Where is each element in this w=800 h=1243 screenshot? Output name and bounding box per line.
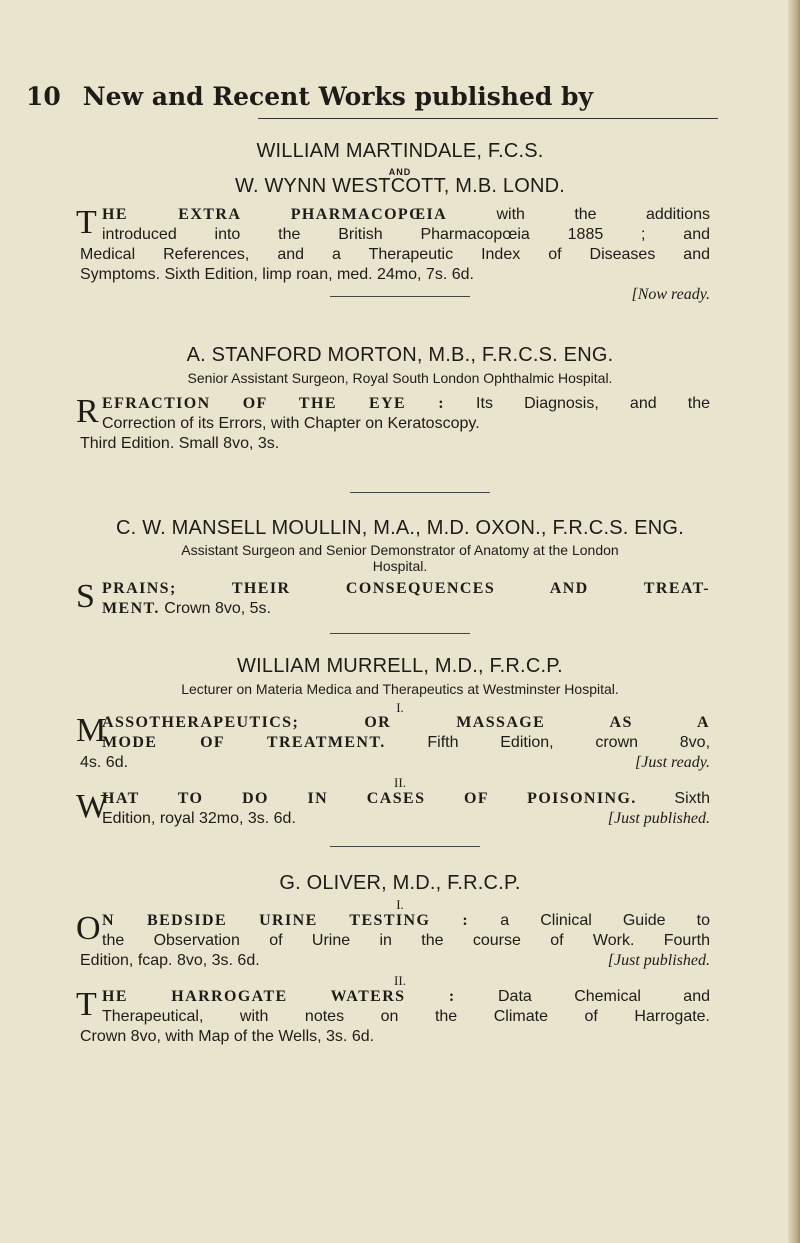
book-text: with the additions: [447, 206, 710, 223]
book-text: Correction of its Errors, with Chapter on Keratoscopy.: [102, 415, 480, 432]
drop-cap: T: [76, 986, 97, 1023]
book-text: 4s. 6d.: [80, 754, 129, 771]
book-title: MENT.: [102, 600, 160, 617]
book-entry: [76, 204, 710, 305]
book-text: Edition, royal 32mo, 3s. 6d.: [102, 810, 296, 827]
author-conjunction: AND: [388, 167, 412, 177]
book-text: Medical References, and a Therapeutic Index of Diseases and: [80, 246, 710, 263]
author-affiliation: Lecturer on Materia Medica and Therapeutics at Westminster Hospital.: [181, 681, 619, 697]
author-name: G. OLIVER, M.D., F.R.C.P.: [279, 872, 521, 894]
author-name: A. STANFORD MORTON, M.B., F.R.C.S. ENG.: [186, 344, 614, 366]
book-title: N BEDSIDE URINE TESTING :: [102, 912, 470, 929]
availability-status: [Just published.: [607, 952, 710, 969]
book-entry: [76, 393, 710, 454]
page-edge: [788, 0, 800, 1243]
book-title: PRAINS; THEIR CONSEQUENCES AND TREAT-: [102, 580, 710, 597]
drop-cap: T: [76, 204, 97, 241]
book-text: Fifth Edition, crown 8vo,: [385, 734, 711, 751]
book-text: Sixth: [636, 790, 711, 807]
author-affiliation: Hospital.: [372, 558, 428, 574]
work-numeral: II.: [394, 973, 406, 988]
author-name: WILLIAM MURRELL, M.D., F.R.C.P.: [237, 655, 563, 677]
availability-status: [Now ready.: [631, 286, 710, 303]
author-affiliation: Senior Assistant Surgeon, Royal South London Ophthalmic Hospital.: [187, 370, 613, 386]
book-text: Therapeutical, with notes on the Climate of Harrogate.: [102, 1008, 710, 1025]
book-entry: [76, 986, 710, 1047]
book-entry: [76, 712, 711, 773]
availability-status: [Just ready.: [635, 754, 710, 771]
book-text: Crown 8vo, 5s.: [159, 600, 271, 617]
book-text: the Observation of Urine in the course of Work. Fourth: [102, 932, 710, 949]
author-affiliation: Assistant Surgeon and Senior Demonstrator of Anatomy at the London: [181, 542, 619, 558]
separator-rule: [330, 633, 470, 634]
coauthor-name: W. WYNN WESTCOTT, M.B. LOND.: [234, 175, 566, 197]
drop-cap: S: [76, 578, 95, 615]
work-numeral: I.: [396, 700, 404, 715]
drop-cap: W: [76, 788, 109, 825]
work-numeral: I.: [396, 897, 404, 912]
book-text: Crown 8vo, with Map of the Wells, 3s. 6d.: [80, 1028, 375, 1045]
book-title: HAT TO DO IN CASES OF POISONING.: [102, 790, 637, 807]
book-text: Third Edition. Small 8vo, 3s.: [80, 435, 280, 452]
running-header: [26, 82, 716, 111]
availability-status: [Just published.: [607, 810, 710, 827]
book-title: ASSOTHERAPEUTICS; OR MASSAGE AS A: [102, 714, 710, 731]
separator-rule: [330, 846, 480, 847]
page-number: 10: [26, 82, 61, 111]
author-name: C. W. MANSELL MOULLIN, M.A., M.D. OXON., F.R.C.S. ENG.: [116, 517, 684, 539]
book-text: Symptoms. Sixth Edition, limp roan, med. 24mo, 7s. 6d.: [80, 266, 474, 283]
drop-cap: O: [76, 910, 101, 947]
book-entry: [76, 788, 711, 829]
book-title: EFRACTION OF THE EYE :: [102, 395, 445, 412]
separator-rule: [350, 492, 490, 493]
book-text: Its Diagnosis, and the: [444, 395, 710, 412]
running-title: New and Recent Works published by: [82, 82, 594, 111]
book-entry: [76, 910, 710, 971]
drop-cap: M: [76, 712, 107, 749]
author-name: WILLIAM MARTINDALE, F.C.S.: [256, 140, 544, 162]
drop-cap: R: [76, 393, 99, 430]
work-numeral: II.: [394, 775, 406, 790]
book-title: MODE OF TREATMENT.: [102, 734, 386, 751]
book-title: HE HARROGATE WATERS :: [102, 988, 456, 1005]
book-text: a Clinical Guide to: [469, 912, 710, 929]
header-rule: [258, 118, 718, 119]
book-text: introduced into the British Pharmacopœia 1885 ; and: [102, 226, 710, 243]
book-entry: [76, 578, 710, 619]
separator-rule: [330, 296, 470, 297]
book-text: Edition, fcap. 8vo, 3s. 6d.: [80, 952, 260, 969]
book-title: HE EXTRA PHARMACOPŒIA: [102, 206, 448, 223]
book-text: Data Chemical and: [455, 988, 710, 1005]
